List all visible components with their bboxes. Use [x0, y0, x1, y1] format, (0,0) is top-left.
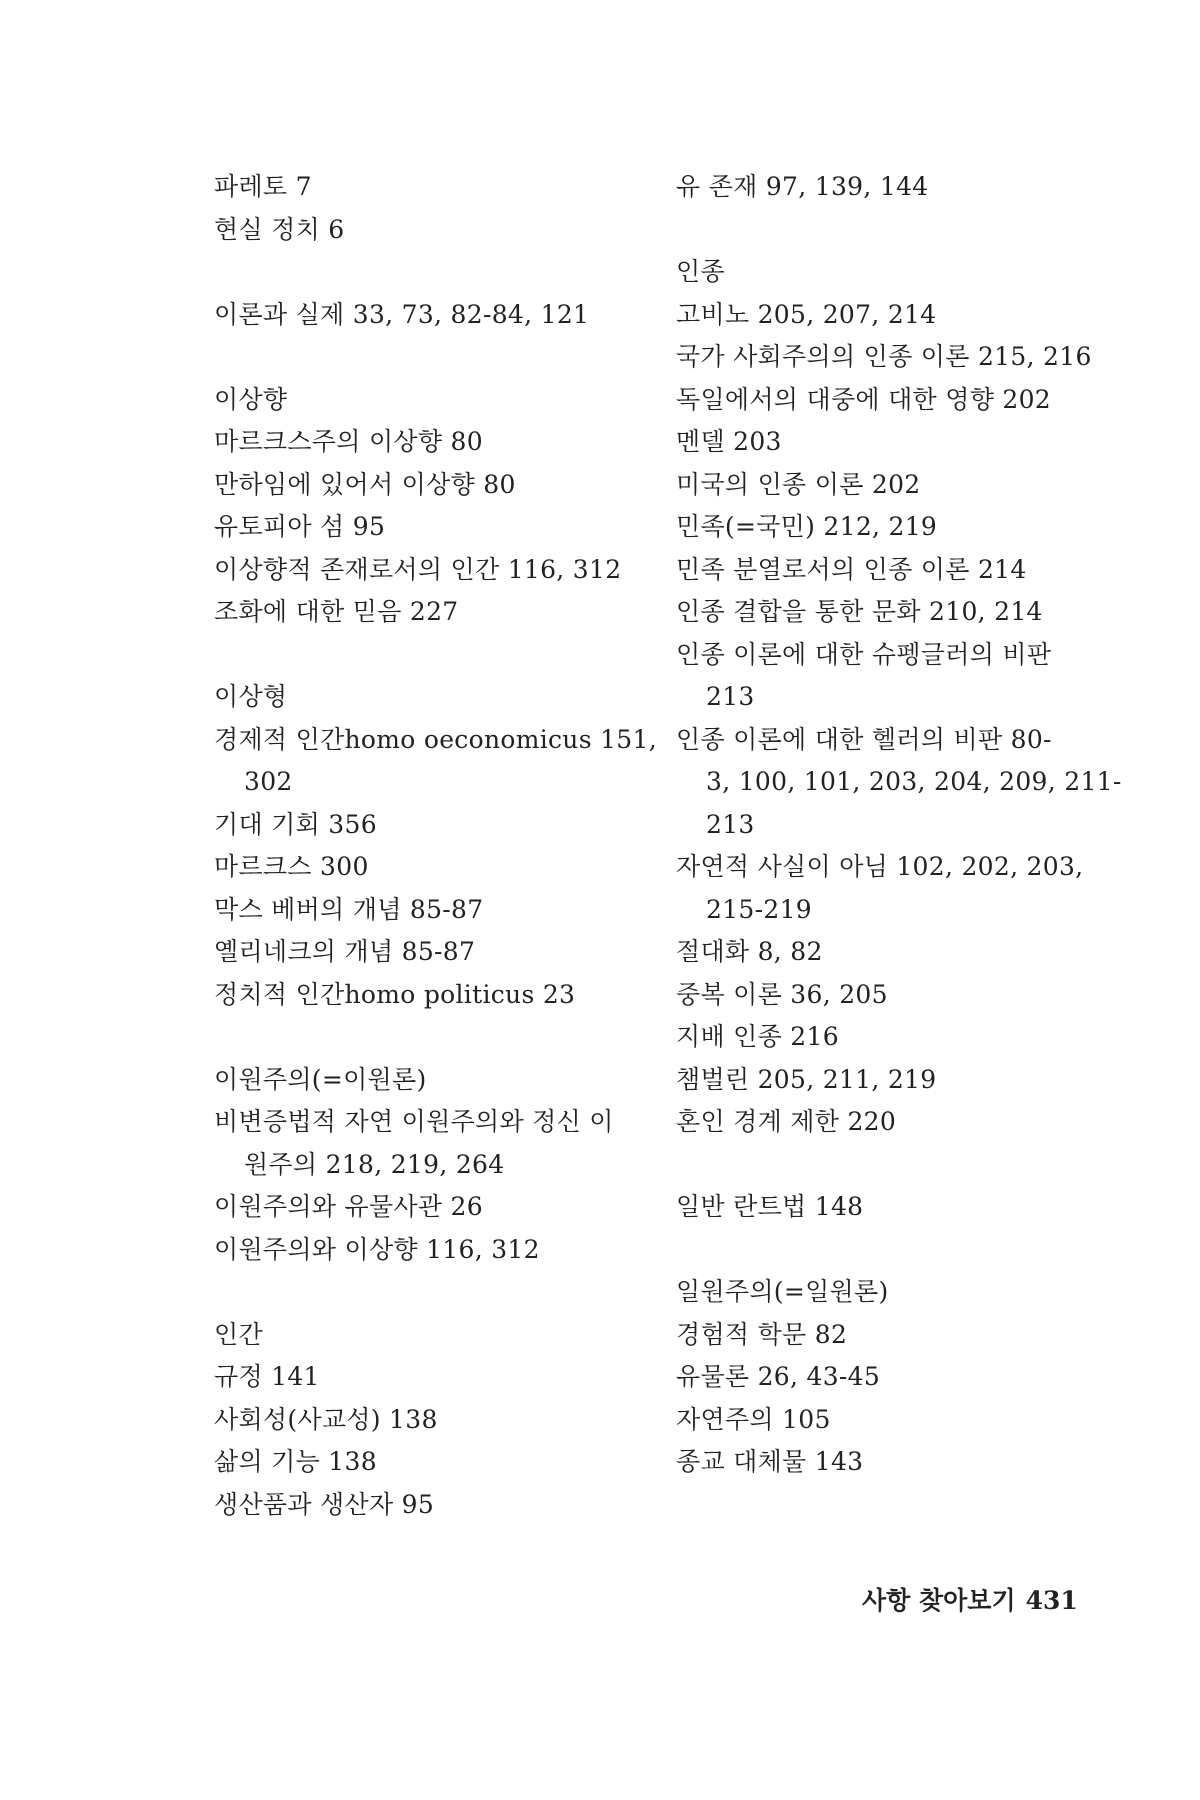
index-entry: 고비노 205, 207, 214 — [676, 299, 937, 329]
index-entry: 사회성(사교성) 138 — [214, 1404, 438, 1434]
index-entry: 옐리네크의 개념 85-87 — [214, 937, 476, 966]
index-column-left — [214, 166, 657, 1526]
page-number: 431 — [1025, 1586, 1078, 1615]
index-entry: 중복 이론 36, 205 — [676, 979, 888, 1009]
index-entry: 마르크스 300 — [214, 852, 369, 881]
index-spacer — [676, 209, 1106, 252]
index-entry: 민족 분열로서의 인종 이론 214 — [676, 554, 1027, 584]
index-spacer — [214, 251, 644, 294]
index-entry: 인종 이론에 대한 슈펭글러의 비판 — [676, 639, 1052, 669]
index-entry: 이상향적 존재로서의 인간 116, 312 — [214, 554, 622, 584]
index-heading: 이상형 — [214, 682, 288, 711]
index-entry: 국가 사회주의의 인종 이론 215, 216 — [676, 342, 1092, 371]
index-entry: 유 존재 97, 139, 144 — [676, 172, 929, 201]
index-spacer — [214, 1271, 644, 1314]
index-entry: 유토피아 섬 95 — [214, 512, 386, 541]
index-spacer — [214, 1016, 644, 1059]
index-entry-continuation: 원주의 218, 219, 264 — [244, 1149, 505, 1179]
index-entry: 만하임에 있어서 이상향 80 — [214, 469, 516, 499]
index-heading: 일원주의(=일원론) — [676, 1277, 889, 1306]
index-entry-continuation: 213 — [706, 682, 755, 711]
index-heading: 이원주의(=이원론) — [214, 1064, 427, 1094]
index-entry: 삶의 기능 138 — [214, 1447, 377, 1476]
index-heading: 인간 — [214, 1319, 263, 1349]
index-entry: 기대 기회 356 — [214, 809, 377, 839]
index-entry-continuation: 215-219 — [706, 894, 812, 924]
index-entry: 유물론 26, 43-45 — [676, 1362, 881, 1391]
index-spacer — [676, 1144, 1106, 1187]
index-spacer — [676, 1229, 1106, 1272]
index-entry: 자연주의 105 — [676, 1404, 831, 1434]
index-heading: 인종 — [676, 257, 725, 286]
index-entry: 막스 베버의 개념 85-87 — [214, 894, 484, 924]
running-title: 사항 찾아보기 — [862, 1586, 1016, 1615]
index-entry: 이론과 실제 33, 73, 82-84, 121 — [214, 299, 590, 329]
index-entry: 파레토 7 — [214, 172, 312, 201]
index-spacer — [214, 336, 644, 379]
index-entry: 규정 141 — [214, 1362, 320, 1391]
index-entry-continuation: 302 — [244, 767, 293, 796]
index-entry: 정치적 인간homo politicus 23 — [214, 979, 576, 1009]
index-column-right — [676, 166, 1122, 1484]
index-spacer — [214, 634, 644, 677]
index-entry: 챔벌린 205, 211, 219 — [676, 1064, 937, 1094]
index-entry: 미국의 인종 이론 202 — [676, 469, 921, 499]
index-entry: 경험적 학문 82 — [676, 1319, 848, 1349]
index-entry: 인종 결합을 통한 문화 210, 214 — [676, 597, 1043, 626]
index-entry: 혼인 경계 제한 220 — [676, 1107, 897, 1136]
index-entry: 인종 이론에 대한 헬러의 비판 80- — [676, 724, 1052, 754]
index-entry: 멘델 203 — [676, 427, 782, 456]
index-entry: 이원주의와 유물사관 26 — [214, 1192, 483, 1221]
index-entry: 생산품과 생산자 95 — [214, 1489, 435, 1519]
index-entry: 비변증법적 자연 이원주의와 정신 이 — [214, 1107, 614, 1136]
index-heading: 이상향 — [214, 384, 288, 414]
index-entry: 민족(=국민) 212, 219 — [676, 512, 938, 541]
index-entry: 지배 인종 216 — [676, 1022, 839, 1051]
index-entry: 조화에 대한 믿음 227 — [214, 597, 459, 626]
index-entry: 현실 정치 6 — [214, 214, 345, 244]
index-entry: 마르크스주의 이상향 80 — [214, 427, 483, 456]
index-entry: 일반 란트법 148 — [676, 1192, 864, 1221]
page-footer — [862, 1584, 1078, 1618]
index-entry: 이원주의와 이상향 116, 312 — [214, 1234, 540, 1264]
index-entry: 절대화 8, 82 — [676, 937, 823, 966]
index-entry: 독일에서의 대중에 대한 영향 202 — [676, 384, 1052, 414]
index-entry: 종교 대체물 143 — [676, 1447, 864, 1476]
index-entry-continuation: 3, 100, 101, 203, 204, 209, 211- — [706, 767, 1122, 796]
index-entry: 경제적 인간homo oeconomicus 151, — [214, 724, 657, 754]
index-entry: 자연적 사실이 아님 102, 202, 203, — [676, 852, 1084, 881]
index-entry-continuation: 213 — [706, 809, 755, 839]
